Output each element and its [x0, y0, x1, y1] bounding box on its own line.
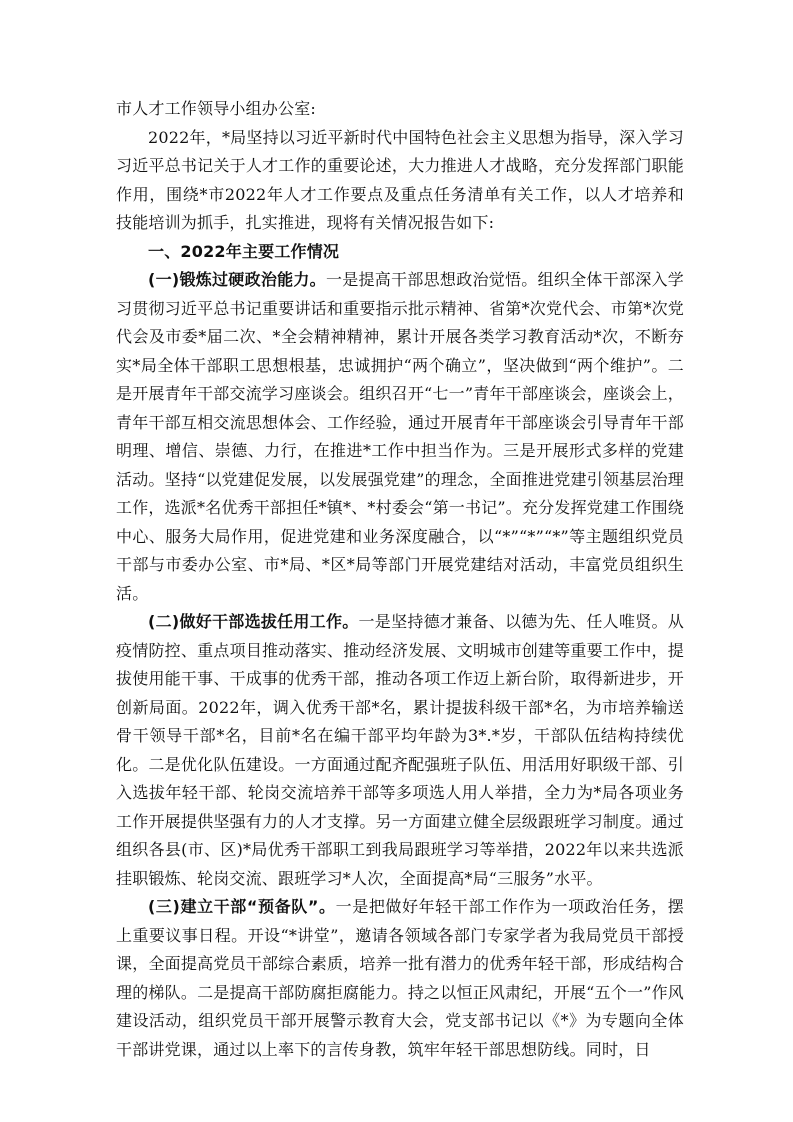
document-page [116, 95, 684, 1064]
item-paragraph-2 [116, 608, 684, 893]
item-title-1: (一)锻炼过硬政治能力。 [148, 270, 326, 289]
item-body-1: 一是提高干部思想政治觉悟。组织全体干部深入学习贯彻习近平总书记重要讲话和重要指示批示精神、省第*次党代会、市第*次党代会及市委*届二次、*全会精神精神，累计开展各类学习教育活动*次，不断夯实*局全体干部职工思想根基，忠诚拥护“两个确立”，坚决做到“两个维护”。二是开展青年干部交流学习座谈会。组织召开“七一”青年干部座谈会，座谈会上，青年干部互相交流思想体会、工作经验，通过开展青年干部座谈会引导青年干部明理、增信、崇德、力行，在推进*工作中担当作为。三是开展形式多样的党建活动。坚持“以党建促发展，以发展强党建”的理念，全面推进党建引领基层治理工作，选派*名优秀干部担任*镇*、*村委会“第一书记”。充分发挥党建工作围绕中心、服务大局作用，促进党建和业务深度融合，以“*”“*”“*”等主题组织党员干部与市委办公室、市*局、*区*局等部门开展党建结对活动，丰富党员组织生活。 [116, 270, 685, 603]
item-paragraph-3 [116, 893, 684, 1064]
intro-paragraph: 2022年，*局坚持以习近平新时代中国特色社会主义思想为指导，深入学习习近平总书记关于人才工作的重要论述，大力推进人才战略，充分发挥部门职能作用，围绕*市2022年人才工作要点及重点任务清单有关工作，以人才培养和技能培训为抓手，扎实推进，现将有关情况报告如下: [116, 127, 684, 232]
item-body-3: 一是把做好年轻干部工作作为一项政治任务，摆上重要议事日程。开设“*讲堂”，邀请各领域各部门专家学者为我局党员干部授课，全面提高党员干部综合素质，培养一批有潜力的优秀年轻干部，形成结构合理的梯队。二是提高干部防腐拒腐能力。持之以恒正风肃纪，开展“五个一”作风建设活动，组织党员干部开展警示教育大会，党支部书记以《*》为专题向全体干部讲党课，通过以上率下的言传身教，筑牢年轻干部思想防线。同时，日 [116, 897, 684, 1059]
salutation: 市人才工作领导小组办公室: [116, 99, 316, 118]
item-paragraph-1 [116, 266, 684, 608]
item-title-2: (二)做好干部选拔任用工作。 [148, 612, 359, 631]
item-title-3: (三)建立干部“预备队”。 [148, 897, 336, 916]
item-body-2: 一是坚持德才兼备、以德为先、任人唯贤。从疫情防控、重点项目推动落实、推动经济发展、文明城市创建等重要工作中，提拔使用能干事、干成事的优秀干部，推动各项工作迈上新台阶，取得新进步，开创新局面。2022年，调入优秀干部*名，累计提拔科级干部*名，为市培养输送骨干领导干部*名，目前*名在编干部平均年龄为3*.*岁，干部队伍结构持续优化。二是优化队伍建设。一方面通过配齐配强班子队伍、用活用好职级干部、引入选拔年轻干部、轮岗交流培养干部等多项选人用人举措，全力为*局各项业务工作开展提供坚强有力的人才支撑。另一方面建立健全层级跟班学习制度。通过组织各县(市、区)*局优秀干部职工到我局跟班学习等举措，2022年以来共选派挂职锻炼、轮岗交流、跟班学习*人次，全面提高*局“三服务”水平。 [116, 612, 684, 888]
section-heading: 一、2022年主要工作情况 [148, 241, 340, 261]
